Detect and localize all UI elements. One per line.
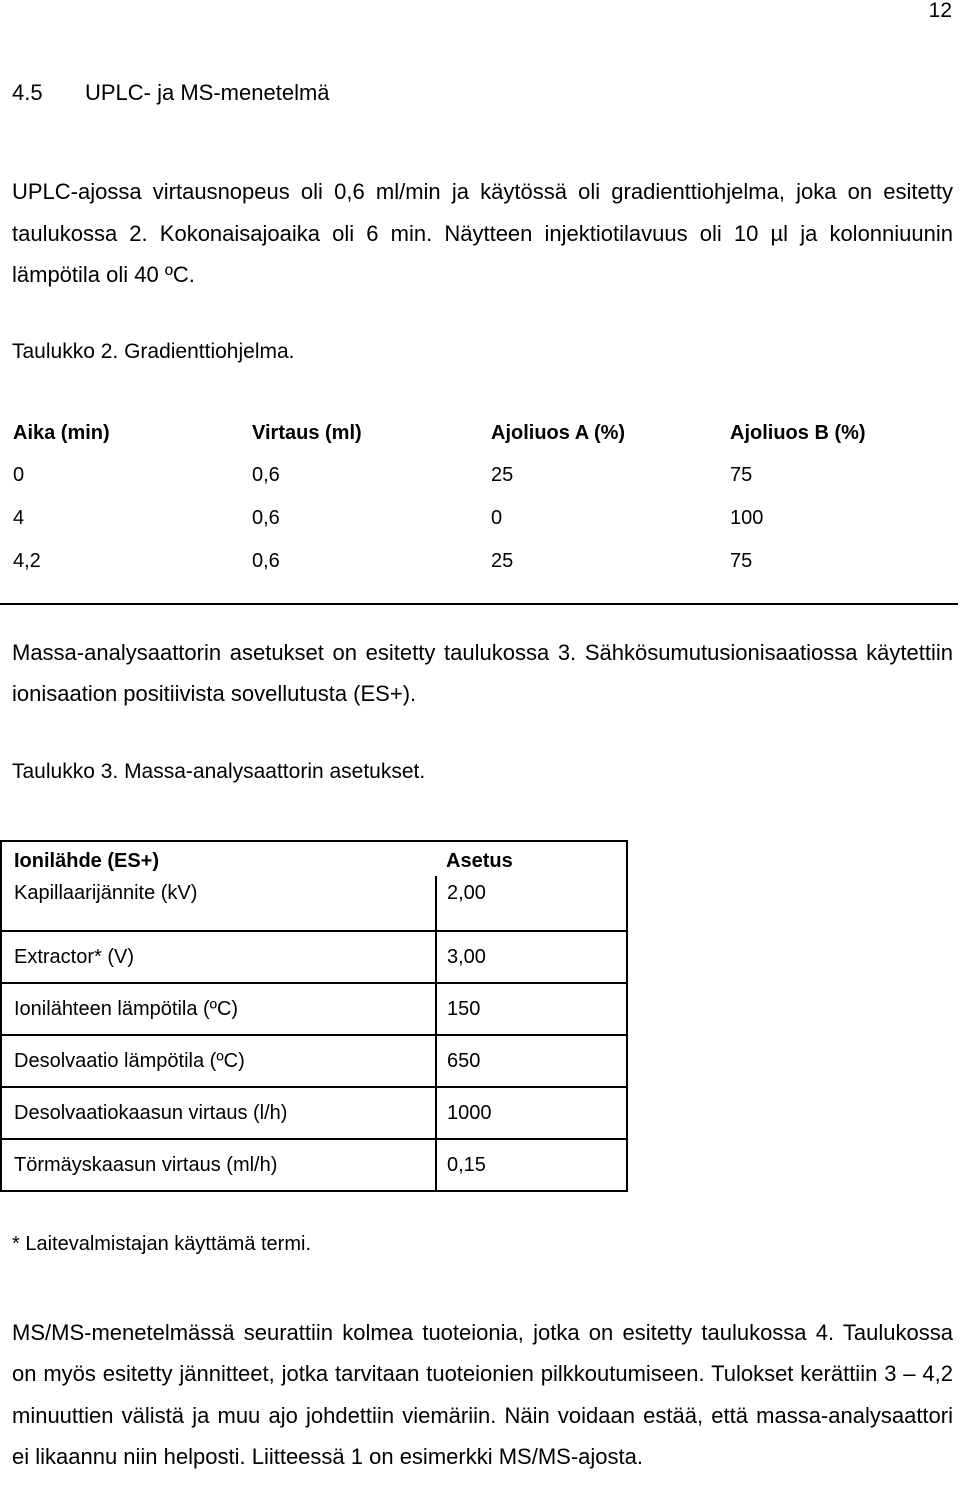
gradient-header-eluent-a: Ajoliuos A (%) [491,422,626,444]
page-number: 12 [928,0,952,22]
table-row [0,540,958,582]
ms-header-setting: Asetus [436,841,627,876]
gradient-table [0,409,958,605]
table-cell: 650 [436,1035,627,1087]
table-cell: 150 [436,983,627,1035]
table-cell: Desolvaatiokaasun virtaus (l/h) [1,1087,436,1139]
gradient-header-eluent-b: Ajoliuos B (%) [730,422,866,444]
table3-footnote: * Laitevalmistajan käyttämä termi. [12,1233,312,1255]
table-cell: 4,2 [13,550,41,572]
table-row [1,983,627,1035]
ms-table-header-row [1,841,627,876]
table-cell: 3,00 [436,931,627,983]
table-cell: Desolvaatio lämpötila (ºC) [1,1035,436,1087]
table-row [1,1087,627,1139]
table-row [1,1035,627,1087]
ms-header-ion-source: Ionilähde (ES+) [1,841,436,876]
section-number: 4.5 [12,80,43,105]
table-cell: Ionilähteen lämpötila (ºC) [1,983,436,1035]
table-cell: 0,6 [252,550,280,572]
table-cell: 0,6 [252,507,280,529]
table3-caption: Taulukko 3. Massa-analysaattorin asetukset. [12,760,426,783]
section-heading [12,80,330,106]
gradient-table-header-row [0,412,958,454]
ms-settings-table [0,840,628,1192]
gradient-header-flow: Virtaus (ml) [252,422,362,444]
gradient-header-time: Aika (min) [13,422,110,444]
table-cell: 0 [491,507,503,529]
table2-caption: Taulukko 2. Gradienttiohjelma. [12,340,295,363]
table-cell: 0,6 [252,464,280,486]
table-cell: 25 [491,464,514,486]
table-cell: Kapillaarijännite (kV) [1,876,436,931]
table-cell: 4 [13,507,25,529]
paragraph-msms-method: MS/MS-menetelmässä seurattiin kolmea tuoteionia, jotka on esitetty taulukossa 4. Taulukossa on myös esitetty jännitteet, jotka tarvitaan tuoteionien pilkkoutumiseen. Tulokset kerättiin 3 – 4,2 minuuttien välistä ja muu ajo johdettiin viemäriin. Näin voidaan estää, että massa-analysaattori ei likaannu niin helposti. Liitteessä 1 on esimerkki MS/MS-ajosta. [12,1320,953,1469]
table-cell: 75 [730,464,753,486]
table-cell: 2,00 [436,876,627,931]
table-cell: Törmäyskaasun virtaus (ml/h) [1,1139,436,1191]
table-row [0,454,958,496]
section-title: UPLC- ja MS-menetelmä [85,80,330,105]
table-row [0,497,958,539]
table-cell: 25 [491,550,514,572]
paragraph-uplc-intro: UPLC-ajossa virtausnopeus oli 0,6 ml/min ja käytössä oli gradienttiohjelma, joka on esitetty taulukossa 2. Kokonaisajoaika oli 6 min. Näytteen injektiotilavuus oli 10 µl ja kolonniuunin lämpötila oli 40 ºC. [12,179,953,287]
table-cell: 0,15 [436,1139,627,1191]
table-row [1,931,627,983]
table-cell: 100 [730,507,764,529]
table-cell: 0 [13,464,25,486]
table-row [1,1139,627,1191]
table-row [1,876,627,931]
table-cell: 1000 [436,1087,627,1139]
table-cell: 75 [730,550,753,572]
table-cell: Extractor* (V) [1,931,436,983]
paragraph-ms-settings: Massa-analysaattorin asetukset on esitetty taulukossa 3. Sähkösumutusionisaatiossa käytettiin ionisaation positiivista sovellutusta (ES+). [12,640,953,706]
